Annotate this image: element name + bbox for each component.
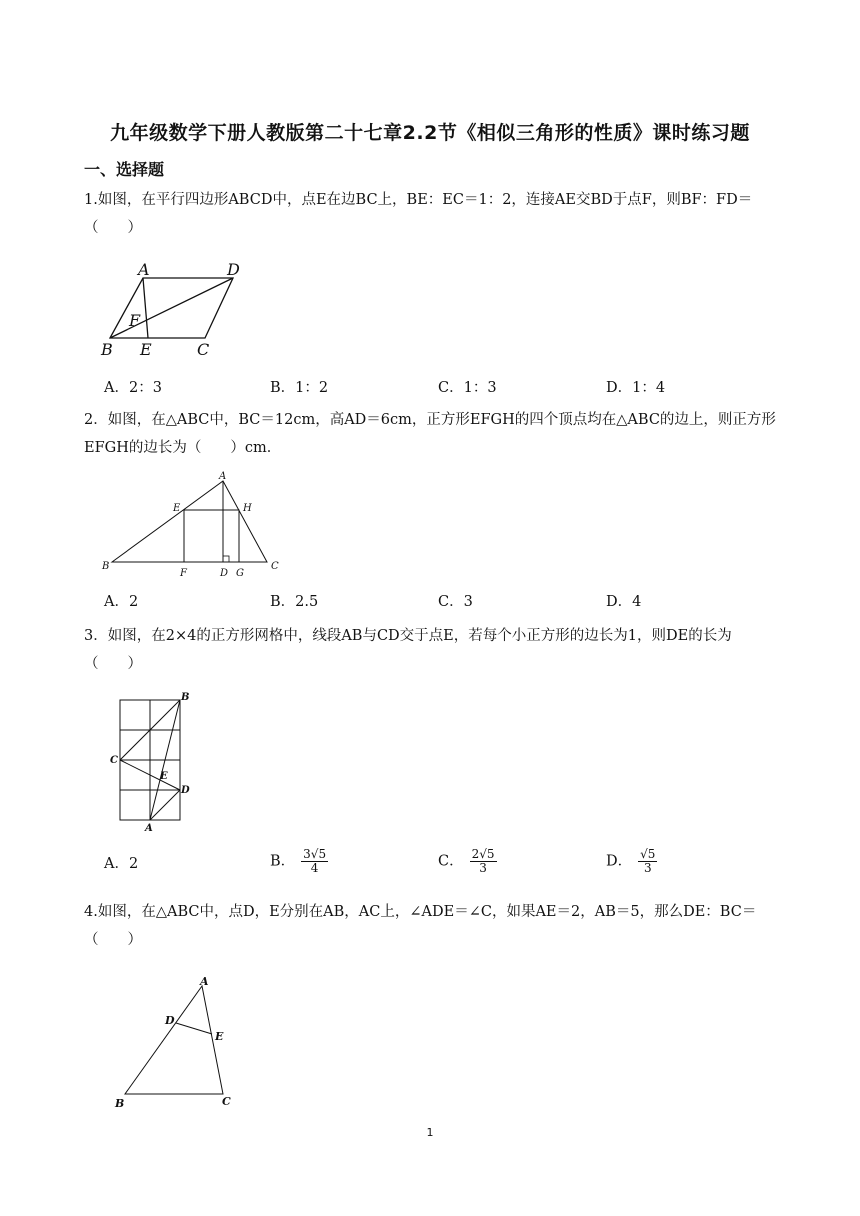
q1-label-d: D <box>227 260 240 279</box>
option-d-denominator: 3 <box>643 861 652 875</box>
question-3-options <box>104 847 778 886</box>
question-2-figure <box>100 470 290 580</box>
q1-label-a: A <box>138 260 150 279</box>
option-c[interactable]: C．1：3 <box>438 380 497 396</box>
option-b[interactable]: B．2.5 <box>270 594 319 610</box>
option-c[interactable] <box>438 848 497 875</box>
option-a[interactable]: A．2 <box>104 594 139 610</box>
q2-label-h: H <box>243 503 252 514</box>
section-heading: 一、选择题 <box>84 160 165 179</box>
option-d-label: D． <box>606 853 633 870</box>
question-2-stem: 2．如图，在△ABC中，BC＝12cm，高AD＝6cm，正方形EFGH的四个顶点均在△ABC的边上，则正方形EFGH的边长为（ ）cm． <box>84 412 776 456</box>
page-number: 1 <box>426 1126 434 1139</box>
question-2-options <box>104 590 778 614</box>
q4-label-e: E <box>215 1030 224 1043</box>
q2-label-d: D <box>220 568 229 579</box>
q4-label-b: B <box>115 1097 125 1110</box>
q2-label-f: F <box>180 568 187 579</box>
q3-label-e: E <box>160 771 168 782</box>
option-d[interactable]: D．1：4 <box>606 380 666 396</box>
q1-label-c: C <box>197 340 210 359</box>
option-a[interactable] <box>104 852 138 873</box>
question-1-stem: 1.如图，在平行四边形ABCD中，点E在边BC上，BE：EC＝1：2，连接AE交BD于点F，则BF：FD＝（ ） <box>84 192 753 236</box>
option-b[interactable]: B．1：2 <box>270 380 329 396</box>
question-4-stem: 4.如图，在△ABC中，点D，E分别在AB，AC上，∠ADE＝∠C，如果AE＝2，AB＝5，那么DE：BC＝（ ） <box>84 904 757 948</box>
q1-label-b: B <box>101 340 113 359</box>
q2-label-a: A <box>219 471 227 482</box>
question-1-figure <box>100 258 260 358</box>
q3-label-b: B <box>181 692 190 703</box>
question-3-stem: 3．如图，在2×4的正方形网格中，线段AB与CD交于点E，若每个小正方形的边长为1，则DE的长为（ ） <box>84 628 732 672</box>
option-a[interactable]: A．2：3 <box>104 380 162 396</box>
q4-label-c: C <box>222 1095 231 1108</box>
q1-label-f: F <box>129 311 141 330</box>
option-b-numerator: 3√5 <box>303 847 327 861</box>
q4-label-a: A <box>200 975 209 988</box>
option-b[interactable] <box>270 848 328 875</box>
option-c-numerator: 2√5 <box>471 847 495 861</box>
option-d[interactable] <box>606 848 657 875</box>
q2-label-c: C <box>271 561 279 572</box>
q2-label-b: B <box>102 561 110 572</box>
option-d[interactable]: D．4 <box>606 594 642 610</box>
option-b-denominator: 4 <box>310 861 319 875</box>
q3-label-d: D <box>181 785 190 796</box>
option-d-numerator: √5 <box>640 847 656 861</box>
q2-label-g: G <box>236 568 244 579</box>
question-4-figure <box>108 972 248 1112</box>
q2-label-e: E <box>173 503 181 514</box>
option-c[interactable]: C．3 <box>438 594 473 610</box>
option-c-label: C． <box>438 853 464 870</box>
q3-label-a: A <box>145 823 153 834</box>
q1-label-e: E <box>140 340 152 359</box>
question-3-figure <box>108 688 198 834</box>
option-c-denominator: 3 <box>479 861 487 875</box>
q4-label-d: D <box>165 1014 175 1027</box>
q3-label-c: C <box>110 755 118 766</box>
option-b-label: B． <box>270 853 296 870</box>
question-1-options <box>104 376 778 400</box>
page-title: 九年级数学下册人教版第二十七章2.2节《相似三角形的性质》课时练习题 <box>110 122 750 144</box>
option-a-label: A．2 <box>104 856 139 872</box>
